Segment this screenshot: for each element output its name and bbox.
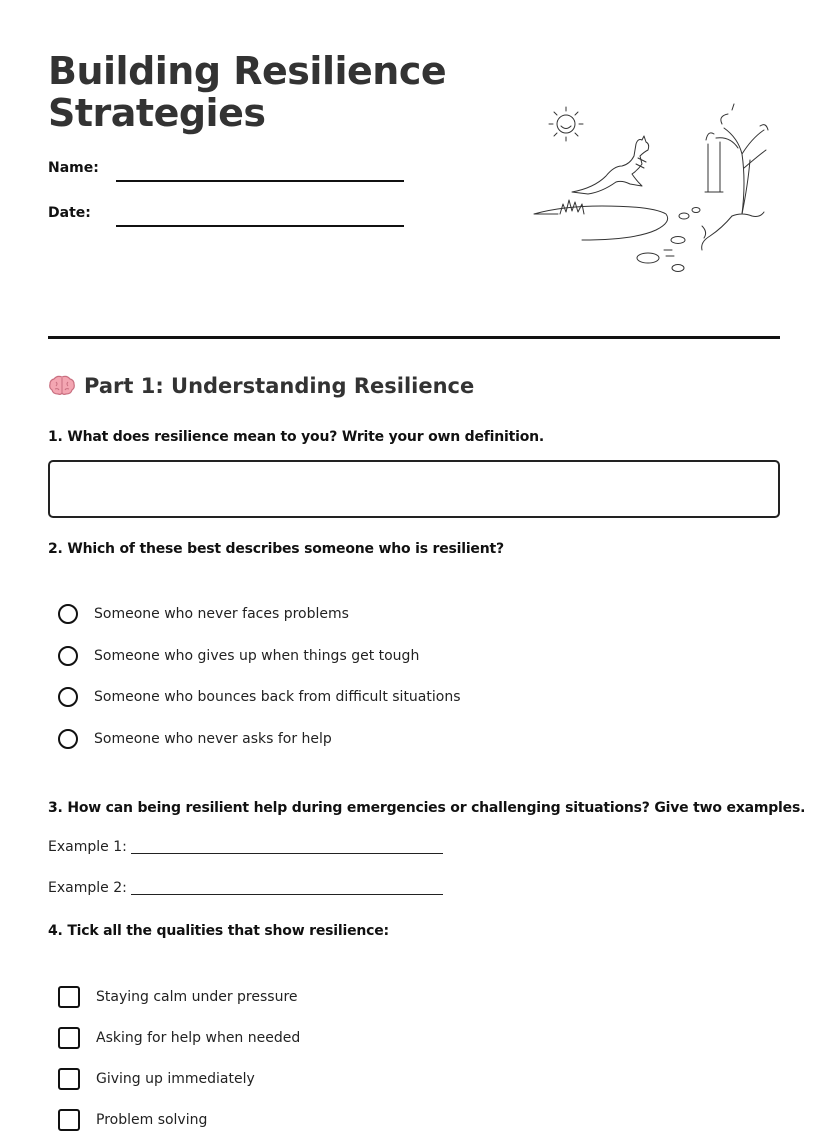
q4-option-label: Giving up immediately <box>96 1071 255 1087</box>
worksheet-title <box>48 50 446 134</box>
question-2: 2. Which of these best describes someone who is resilient? <box>48 541 504 557</box>
q4-option-label: Staying calm under pressure <box>96 989 298 1005</box>
q2-option[interactable] <box>58 644 419 668</box>
rocks-icon <box>637 208 706 272</box>
q4-option[interactable] <box>58 1026 300 1050</box>
example-2-field[interactable] <box>131 880 443 895</box>
q4-option[interactable] <box>58 985 298 1009</box>
name-label: Name: <box>48 160 99 176</box>
radio-button[interactable] <box>58 604 78 624</box>
q2-option-label: Someone who bounces back from difficult situations <box>94 689 461 705</box>
checkbox[interactable] <box>58 1027 80 1049</box>
question-4: 4. Tick all the qualities that show resilience: <box>48 923 389 939</box>
pond-icon <box>534 206 668 240</box>
q4-option-label: Asking for help when needed <box>96 1030 301 1046</box>
example-1-row <box>48 839 443 855</box>
title-line-2: Strategies <box>48 91 266 135</box>
checkbox[interactable] <box>58 986 80 1008</box>
q2-option[interactable] <box>58 685 461 709</box>
q4-option[interactable] <box>58 1067 255 1091</box>
title-line-1: Building Resilience <box>48 49 447 93</box>
worksheet-page <box>48 0 806 1128</box>
checkbox[interactable] <box>58 1068 80 1090</box>
q2-option[interactable] <box>58 727 332 751</box>
part1-heading-text: Part 1: Understanding Resilience <box>84 374 475 398</box>
radio-button[interactable] <box>58 646 78 666</box>
question-3: 3. How can being resilient help during emergencies or challenging situations? Give two examples. <box>48 800 806 816</box>
example-2-row <box>48 880 443 896</box>
radio-button[interactable] <box>58 687 78 707</box>
example-2-label: Example 2: <box>48 880 127 896</box>
checkbox[interactable] <box>58 1109 80 1131</box>
q2-option[interactable] <box>58 602 349 626</box>
question-1: 1. What does resilience mean to you? Write your own definition. <box>48 429 545 445</box>
radio-button[interactable] <box>58 729 78 749</box>
date-label: Date: <box>48 205 91 221</box>
example-1-field[interactable] <box>131 839 443 854</box>
q2-option-label: Someone who never asks for help <box>94 731 332 747</box>
date-field[interactable] <box>116 225 404 227</box>
part1-heading <box>48 374 474 398</box>
q2-option-label: Someone who gives up when things get tough <box>94 648 420 664</box>
q4-option-label: Problem solving <box>96 1112 208 1128</box>
kangaroo-icon <box>572 136 649 194</box>
brain-icon <box>48 374 76 396</box>
name-field[interactable] <box>116 180 404 182</box>
definition-answer-box[interactable] <box>48 460 780 518</box>
q2-option-label: Someone who never faces problems <box>94 606 349 622</box>
sun-icon <box>549 107 583 141</box>
q4-option[interactable] <box>58 1108 207 1132</box>
tree-with-swing-icon <box>702 104 768 250</box>
section-divider <box>48 336 780 339</box>
example-1-label: Example 1: <box>48 839 127 855</box>
kangaroo-landscape-illustration <box>532 100 772 280</box>
